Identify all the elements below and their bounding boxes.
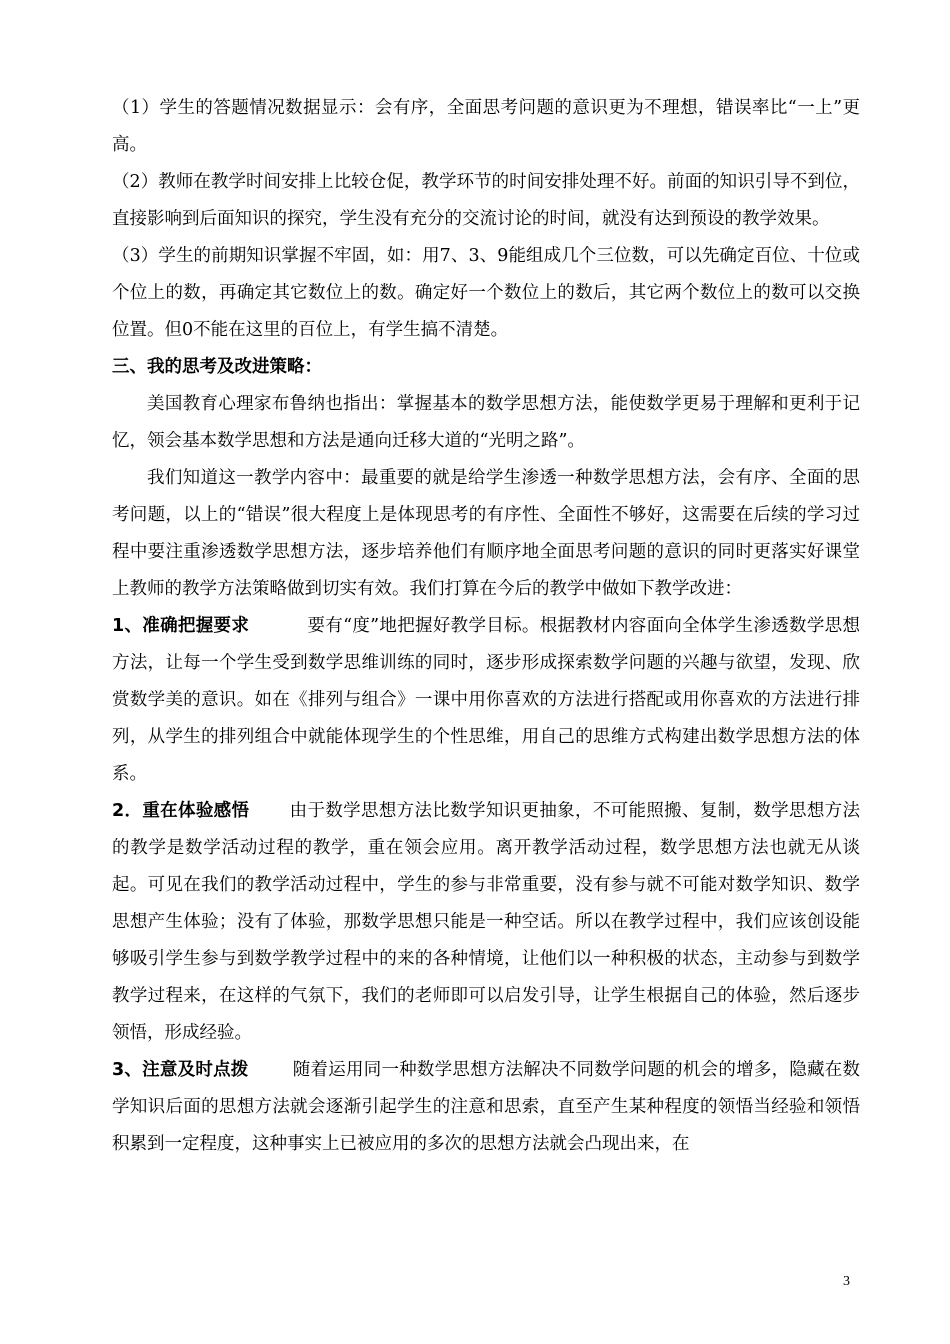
strategy-item-1	[112, 608, 860, 793]
paragraph-teaching-content: 我们知道这一教学内容中：最重要的就是给学生渗透一种数学思想方法，会有序、全面的思考问题，以上的“错误”很大程度上是体现思考的有序性、全面性不够好，这需要在后续的学习过程中要注重渗透数学思想方法，逐步培养他们有顺序地全面思考问题的意识的同时更落实好课堂上教师的教学方法策略做到切实有效。我们打算在今后的教学中做如下教学改进：	[112, 468, 860, 599]
document-body	[112, 90, 860, 1163]
strategy-text-3: 随着运用同一种数学思想方法解决不同数学问题的机会的增多，隐藏在数学知识后面的思想方法就会逐渐引起学生的注意和思索，直至产生某种程度的领悟当经验和领悟积累到一定程度，这种事实上已被应用的多次的思想方法就会凸现出来，在	[112, 1060, 860, 1154]
strategy-lead-1: 1、准确把握要求	[112, 616, 250, 636]
strategy-item-2	[112, 793, 860, 1052]
paragraph-prior-knowledge: （3）学生的前期知识掌握不牢固，如：用7、3、9能组成几个三位数，可以先确定百位、十位或个位上的数，再确定其它数位上的数。确定好一个数位上的数后，其它两个数位上的数可以交换位置。但0不能在这里的百位上，有学生搞不清楚。	[112, 246, 860, 340]
strategy-lead-2: 2．重在体验感悟	[112, 801, 250, 821]
strategy-text-2: 由于数学思想方法比数学知识更抽象，不可能照搬、复制，数学思想方法的教学是数学活动过程的教学，重在领会应用。离开教学活动过程，数学思想方法也就无从谈起。可见在我们的教学活动过程中，学生的参与非常重要，没有参与就不可能对数学知识、数学思想产生体验；没有了体验，那数学思想只能是一种空话。所以在教学过程中，我们应该创设能够吸引学生参与到数学教学过程中的来的各种情境，让他们以一种积极的状态，主动参与到数学教学过程来，在这样的气氛下，我们的老师即可以启发引导，让学生根据自己的体验，然后逐步领悟，形成经验。	[112, 801, 860, 1043]
paragraph-student-answers: （1）学生的答题情况数据显示：会有序，全面思考问题的意识更为不理想，错误率比“一上”更高。	[112, 98, 860, 155]
paragraph-teacher-time: （2）教师在教学时间安排上比较仓促，教学环节的时间安排处理不好。前面的知识引导不到位，直接影响到后面知识的探究，学生没有充分的交流讨论的时间，就没有达到预设的教学效果。	[112, 172, 860, 229]
strategy-lead-3: 3、注意及时点拨	[112, 1060, 249, 1080]
page-number: 3	[843, 1274, 850, 1289]
section-heading: 三、我的思考及改进策略：	[112, 357, 322, 377]
paragraph-bruner-quote: 美国教育心理家布鲁纳也指出：掌握基本的数学思想方法，能使数学更易于理解和更利于记忆，领会基本数学思想和方法是通向迁移大道的“光明之路”。	[112, 394, 860, 451]
strategy-item-3	[112, 1052, 860, 1163]
strategy-text-1: 要有“度”地把握好教学目标。根据教材内容面向全体学生渗透数学思想方法，让每一个学生受到数学思维训练的同时，逐步形成探索数学问题的兴趣与欲望，发现、欣赏数学美的意识。如在《排列与组合》一课中用你喜欢的方法进行搭配或用你喜欢的方法进行排列，从学生的排列组合中就能体现学生的个性思维，用自己的思维方式构建出数学思想方法的体系。	[112, 616, 860, 784]
